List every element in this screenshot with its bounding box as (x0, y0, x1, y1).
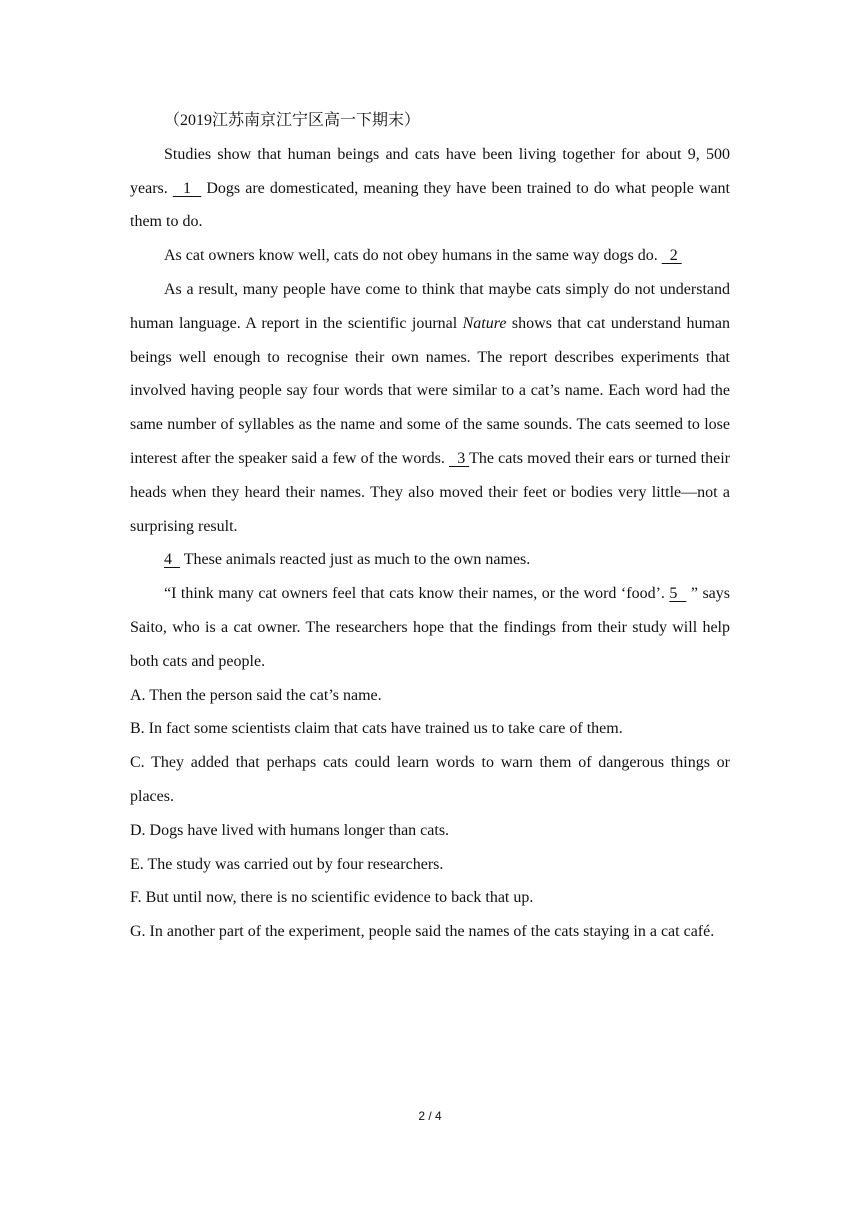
blank-2: 2 (661, 247, 682, 265)
journal-name: Nature (462, 314, 507, 332)
option-f: F. But until now, there is no scientific evidence to back that up. (130, 889, 534, 907)
paragraph-3-text-c: The cats moved their ears or turned their heads when they heard their names. They also moved their feet or bodies very little—not a surprising result. (130, 449, 730, 535)
paragraph-4 (130, 543, 730, 577)
blank-1: 1 (172, 179, 202, 197)
paragraph-1-text-b: Dogs are domesticated, meaning they have been trained to do what people want them to do. (130, 179, 730, 231)
paragraph-2 (130, 239, 730, 273)
paragraph-3 (130, 273, 730, 543)
option-c: C. They added that perhaps cats could learn words to warn them of dangerous things or places. (130, 754, 730, 805)
paragraph-3-text-b: shows that cat understand human beings well enough to recognise their own names. The report describes experiments that involved having people say four words that were similar to a cat’s name. Each word had the same number of syllables as the name and some of the same sounds. The cats seemed to lose interest after the speaker said a few of the words. (130, 314, 730, 467)
blank-3: 3 (449, 449, 470, 467)
paragraph-1-text-a: Studies show that human beings and cats have been living together for about 9, 500 years. (130, 145, 730, 197)
option-b: B. In fact some scientists claim that cats have trained us to take care of them. (130, 720, 623, 738)
source-note: （2019江苏南京江宁区高一下期末） (164, 112, 421, 129)
paragraph-4-text: These animals reacted just as much to the own names. (180, 551, 531, 569)
page-number: 2 / 4 (418, 1109, 442, 1123)
option-g: G. In another part of the experiment, people said the names of the cats staying in a cat café. (130, 923, 715, 941)
paragraph-5 (130, 577, 730, 678)
paragraph-5-text-a: “I think many cat owners feel that cats know their names, or the word ‘food’. (164, 585, 670, 603)
paragraph-3-text-a: As a result, many people have come to think that maybe cats simply do not understand human language. A report in the scientific journal (130, 280, 730, 332)
option-a: A. Then the person said the cat’s name. (130, 686, 382, 704)
option-d: D. Dogs have lived with humans longer than cats. (130, 821, 450, 839)
paragraph-5-text-b: ” says Saito, who is a cat owner. The researchers hope that the findings from their study will help both cats and people. (130, 585, 731, 670)
paragraph-2-text: As cat owners know well, cats do not obey humans in the same way dogs do. (164, 247, 662, 265)
blank-4: 4 (164, 551, 180, 569)
blank-5: 5 (669, 585, 687, 603)
document-body (130, 104, 730, 949)
option-e: E. The study was carried out by four researchers. (130, 855, 444, 873)
paragraph-1 (130, 138, 730, 239)
